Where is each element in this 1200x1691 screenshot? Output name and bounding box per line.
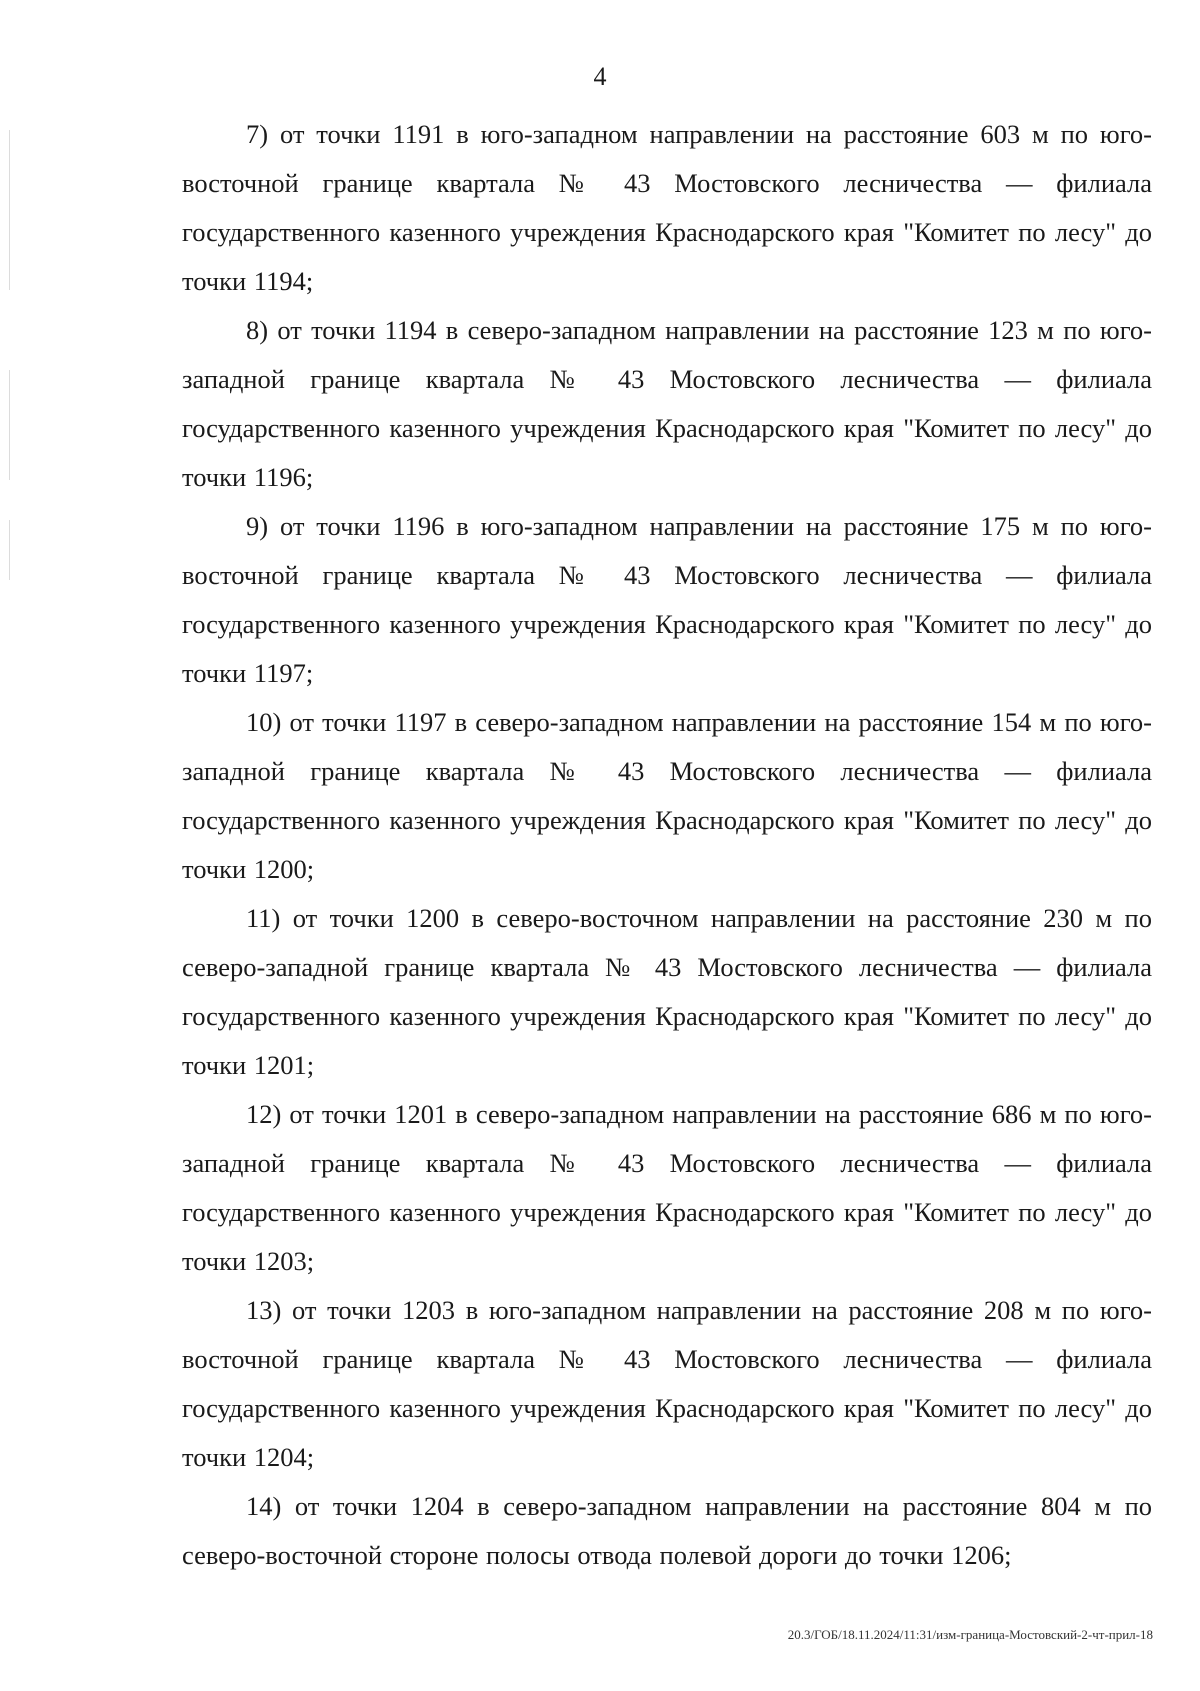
paragraph-11: 11) от точки 1200 в северо-восточном направлении на расстояние 230 м по северо-западной границе квартала № 43 Мостовского лесничества — филиала государственного казенного учреждения Краснодарского края "Комитет по лесу" до точки 1201; <box>182 903 1152 1080</box>
paragraph-10: 10) от точки 1197 в северо-западном направлении на расстояние 154 м по юго-западной границе квартала № 43 Мостовского лесничества — филиала государственного казенного учреждения Краснодарского края "Комитет по лесу" до точки 1200; <box>182 707 1152 884</box>
document-footer-code: 20.3/ГОБ/18.11.2024/11:31/изм-граница-Мостовский-2-чт-прил-18 <box>787 1627 1153 1642</box>
document-body <box>182 110 1152 1580</box>
paragraph-9: 9) от точки 1196 в юго-западном направлении на расстояние 175 м по юго-восточной границе квартала № 43 Мостовского лесничества — филиала государственного казенного учреждения Краснодарского края "Комитет по лесу" до точки 1197; <box>182 511 1152 688</box>
paragraph-7: 7) от точки 1191 в юго-западном направлении на расстояние 603 м по юго-восточной границе квартала № 43 Мостовского лесничества — филиала государственного казенного учреждения Краснодарского края "Комитет по лесу" до точки 1194; <box>182 119 1152 296</box>
scan-margin-mark <box>9 130 10 290</box>
scan-margin-mark <box>9 370 10 480</box>
paragraph-14: 14) от точки 1204 в северо-западном направлении на расстояние 804 м по северо-восточной стороне полосы отвода полевой дороги до точки 1206; <box>182 1491 1152 1570</box>
paragraph-8: 8) от точки 1194 в северо-западном направлении на расстояние 123 м по юго-западной границе квартала № 43 Мостовского лесничества — филиала государственного казенного учреждения Краснодарского края "Комитет по лесу" до точки 1196; <box>182 315 1152 492</box>
paragraph-13: 13) от точки 1203 в юго-западном направлении на расстояние 208 м по юго-восточной границе квартала № 43 Мостовского лесничества — филиала государственного казенного учреждения Краснодарского края "Комитет по лесу" до точки 1204; <box>182 1295 1152 1472</box>
page-number: 4 <box>593 62 607 91</box>
paragraph-12: 12) от точки 1201 в северо-западном направлении на расстояние 686 м по юго-западной границе квартала № 43 Мостовского лесничества — филиала государственного казенного учреждения Краснодарского края "Комитет по лесу" до точки 1203; <box>182 1099 1152 1276</box>
scan-margin-mark <box>9 520 10 580</box>
